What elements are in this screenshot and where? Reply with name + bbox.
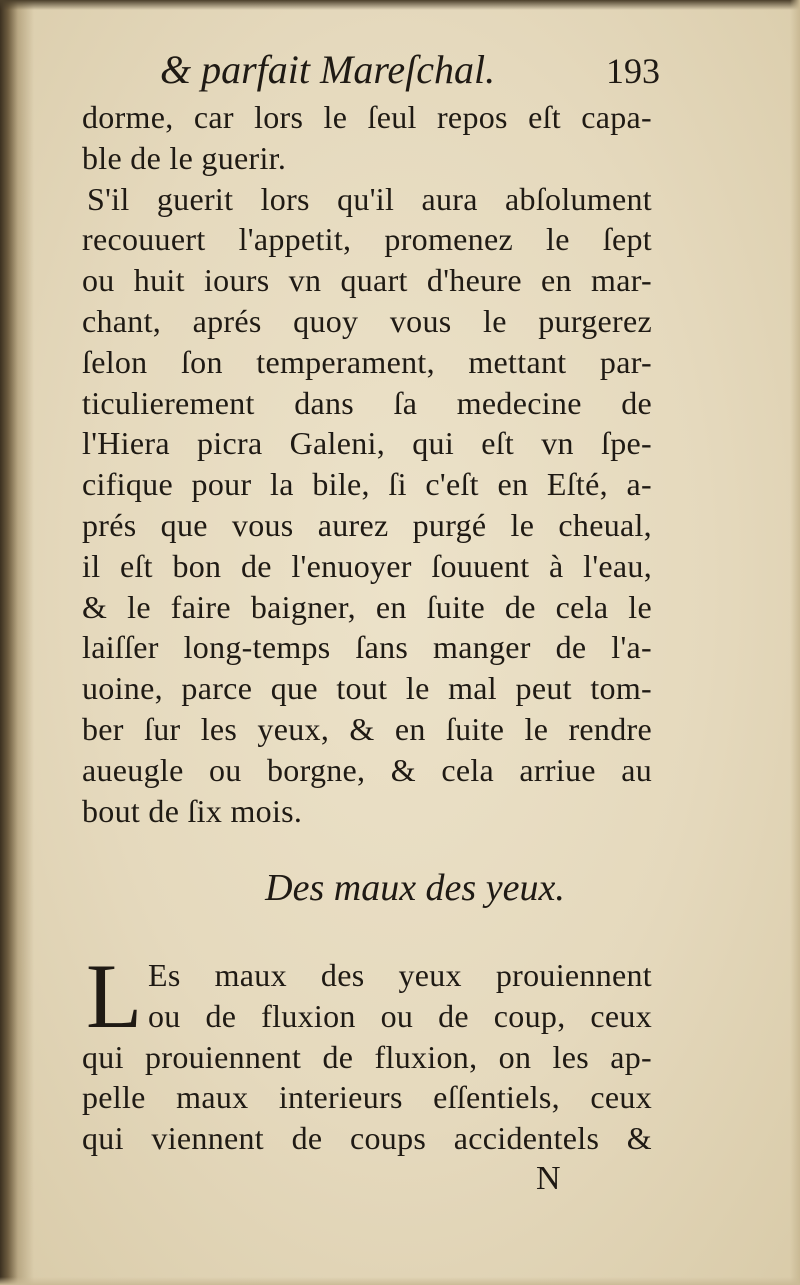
text-line: ber ſur les yeux, & en ſuite le rendre (82, 710, 652, 747)
text-line: Es maux des yeux prouiennent (148, 957, 652, 993)
paragraph-1 (82, 97, 652, 831)
top-edge (0, 0, 800, 10)
drop-cap: L (86, 945, 143, 1047)
text-line: ou de fluxion ou de coup, ceux (148, 997, 652, 1034)
text-line: & le faire baigner, en ſuite de cela le (82, 588, 652, 625)
text-line: ble de le guerir. (82, 139, 287, 176)
text-line: uoine, parce que tout le mal peut tom- (82, 670, 652, 707)
text-line: cifique pour la bile, ſi c'eſt en Eſté, a- (82, 466, 652, 503)
running-header (160, 40, 660, 100)
text-line: il eſt bon de l'enuoyer ſouuent à l'eau, (82, 547, 652, 584)
paragraph-2 (82, 945, 652, 1159)
binding-shadow (0, 0, 34, 1285)
text-line: ou huit iours vn quart d'heure en mar- (82, 262, 652, 299)
text-line: qui prouiennent de fluxion, on les ap- (82, 1038, 652, 1075)
text-line: l'Hiera picra Galeni, qui eſt vn ſpe- (82, 425, 652, 462)
text-line: dorme, car lors le ſeul repos eſt capa- (82, 99, 652, 135)
text-line: prés que vous aurez purgé le cheual, (82, 506, 652, 543)
text-line: qui viennent de coups accidentels & (82, 1120, 652, 1157)
text-line: S'il guerit lors qu'il aura abſolument (87, 180, 652, 217)
section-heading: Des maux des yeux. (265, 867, 565, 909)
running-title: & parfait Mareſchal. (160, 47, 496, 92)
text-line: laiſſer long-temps ſans manger de l'a- (82, 629, 652, 666)
text-line: ſelon ſon temperament, mettant par- (82, 343, 652, 380)
bottom-edge (0, 1277, 800, 1285)
text-line: ticulierement dans ſa medecine de (82, 384, 652, 421)
text-line: pelle maux interieurs eſſentiels, ceux (82, 1079, 652, 1116)
catchword: N (536, 1160, 561, 1197)
text-line: bout de ſix mois. (82, 792, 303, 829)
text-line: recouuert l'appetit, promenez le ſept (82, 221, 652, 258)
text-line: chant, aprés quoy vous le purgerez (82, 302, 652, 339)
text-line: aueugle ou borgne, & cela arriue au (82, 751, 652, 788)
page-number: 193 (606, 51, 660, 91)
right-edge (790, 0, 800, 1285)
